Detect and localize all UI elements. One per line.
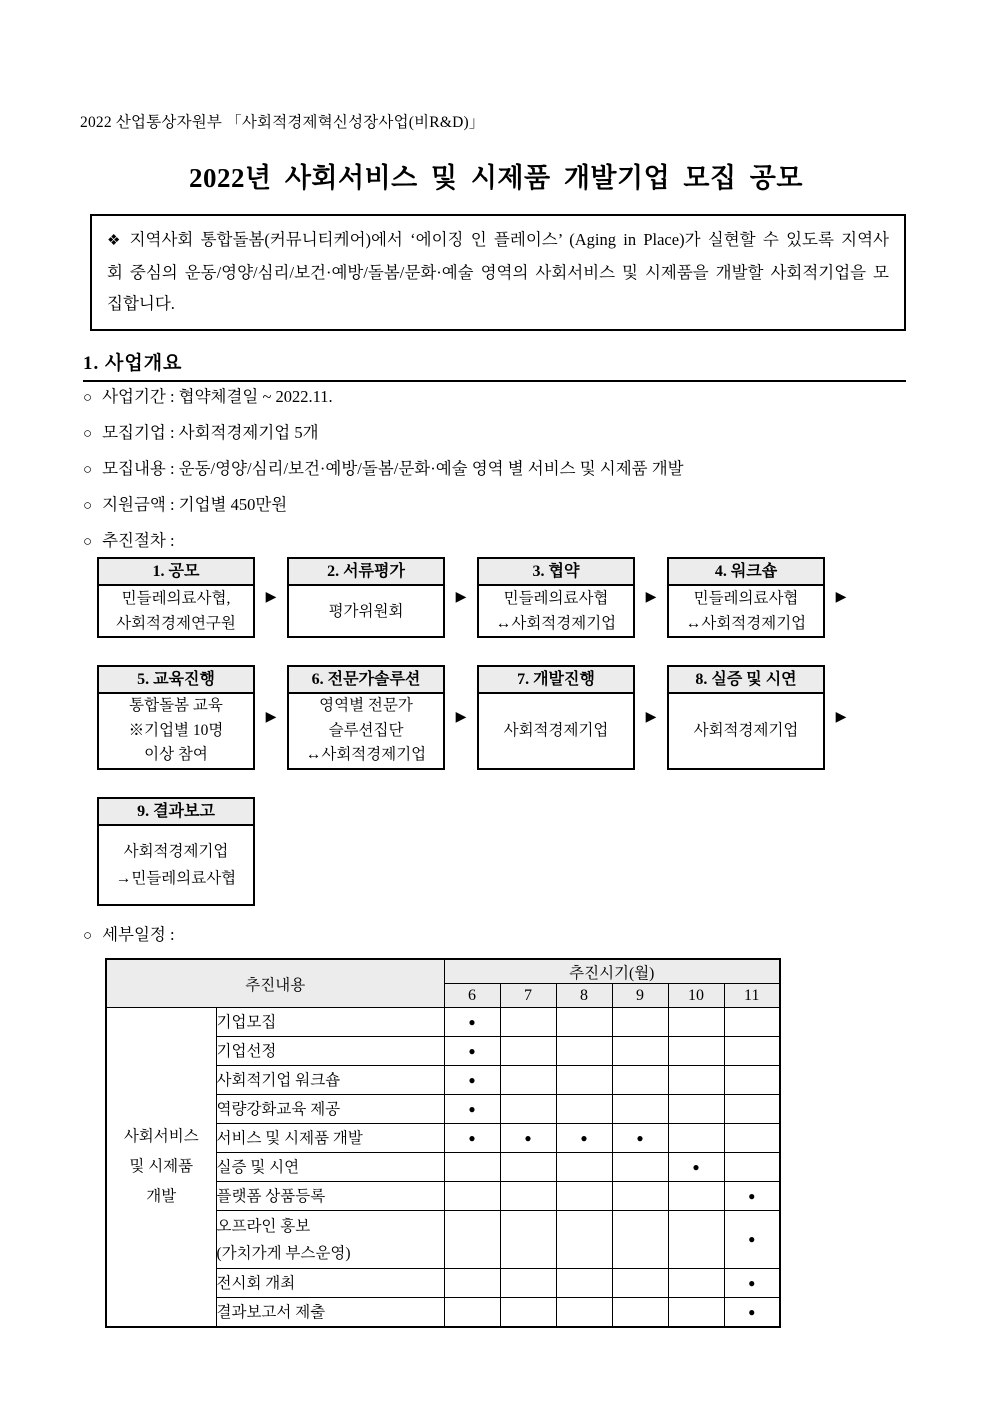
task-line: 실증 및 시연 bbox=[216, 1158, 300, 1176]
table-header-row bbox=[106, 959, 780, 984]
bullet-item bbox=[83, 458, 684, 481]
arrow-right-icon: ▶ bbox=[835, 710, 847, 725]
overview-bullet-list bbox=[83, 386, 684, 566]
month-header-cell: 8 bbox=[556, 984, 612, 1008]
month-cell: ● bbox=[724, 1182, 780, 1211]
col-header-months: 추진시기(월) bbox=[444, 959, 780, 984]
flow-step-line: 통합돌봄 교육 bbox=[129, 697, 223, 715]
flow-step-line: ↔사회적경제기업 bbox=[495, 615, 617, 632]
month-cell bbox=[612, 1182, 668, 1211]
month-cell: ● bbox=[444, 1066, 500, 1095]
flow-step-line: 사회적경제기업 bbox=[123, 843, 229, 860]
circle-bullet-icon: ○ bbox=[83, 426, 93, 442]
month-cell: ● bbox=[724, 1269, 780, 1298]
flow-step-body bbox=[479, 694, 633, 768]
month-cell bbox=[556, 1037, 612, 1066]
flow-step-line: 민들레의료사협 bbox=[693, 590, 799, 607]
task-line: 사회적기업 워크숍 bbox=[216, 1071, 341, 1089]
month-cell bbox=[724, 1037, 780, 1066]
arrow-right-icon: ▶ bbox=[455, 710, 467, 725]
month-cell bbox=[724, 1153, 780, 1182]
task-cell bbox=[216, 1298, 444, 1328]
category-line: 및 시제품 bbox=[129, 1158, 194, 1175]
task-cell bbox=[216, 1095, 444, 1124]
month-cell bbox=[500, 1298, 556, 1328]
arrow-right-icon: ▶ bbox=[455, 590, 467, 605]
task-line: 플랫폼 상품등록 bbox=[216, 1187, 326, 1205]
flow-step-line: ※기업별 10명 bbox=[128, 721, 224, 739]
flow-step-line: ↔사회적경제기업 bbox=[305, 746, 427, 764]
bullet-item bbox=[83, 386, 684, 409]
schedule-bullet bbox=[83, 921, 175, 945]
month-cell bbox=[500, 1269, 556, 1298]
bullet-item bbox=[83, 530, 684, 553]
month-cell bbox=[724, 1008, 780, 1037]
circle-bullet-icon: ○ bbox=[83, 462, 93, 478]
month-cell: ● bbox=[668, 1153, 724, 1182]
month-cell bbox=[668, 1211, 724, 1269]
flow-step-title: 2. 서류평가 bbox=[289, 559, 443, 586]
month-header-cell: 11 bbox=[724, 984, 780, 1008]
task-cell bbox=[216, 1153, 444, 1182]
arrow-right-icon: ▶ bbox=[835, 590, 847, 605]
month-cell bbox=[556, 1008, 612, 1037]
month-cell bbox=[500, 1211, 556, 1269]
month-cell bbox=[724, 1066, 780, 1095]
month-cell: ● bbox=[556, 1124, 612, 1153]
flow-step-body bbox=[289, 586, 443, 636]
bullet-text: 사업기간 : 협약체결일 ~ 2022.11. bbox=[102, 387, 333, 406]
month-cell: ● bbox=[724, 1298, 780, 1328]
intro-text: 지역사회 통합돌봄(커뮤니티케어)에서 ‘에이징 인 플레이스’ (Aging in Place)가 실현할 수 있도록 지역사회 중심의 운동/영양/심리/보건·예방/돌봄/문화·예술 영역의 사회서비스 및 시제품을 개발할 사회적기업을 모집합니다. bbox=[107, 230, 889, 313]
flow-step-box bbox=[477, 557, 635, 638]
flow-step-line: →민들레의료사협 bbox=[115, 870, 237, 887]
month-cell: ● bbox=[612, 1124, 668, 1153]
category-line: 사회서비스 bbox=[123, 1128, 199, 1145]
col-header-task: 추진내용 bbox=[106, 959, 444, 1008]
month-cell bbox=[556, 1298, 612, 1328]
document-header-label: 2022 산업통상자원부 「사회적경제혁신성장사업(비R&D)」 bbox=[80, 114, 485, 131]
flow-step-body bbox=[99, 694, 253, 768]
flow-step-line: 이상 참여 bbox=[144, 746, 208, 764]
flow-step-box bbox=[287, 557, 445, 638]
flow-step-box bbox=[97, 665, 255, 770]
flow-step-box bbox=[477, 665, 635, 770]
bullet-item bbox=[83, 494, 684, 517]
flow-step-line: 슬루션집단 bbox=[328, 721, 404, 739]
flow-step-title: 8. 실증 및 시연 bbox=[669, 667, 823, 694]
circle-bullet-icon: ○ bbox=[83, 534, 93, 550]
flow-step-body bbox=[479, 586, 633, 636]
month-cell bbox=[444, 1298, 500, 1328]
month-header-cell: 9 bbox=[612, 984, 668, 1008]
flow-step-title: 5. 교육진행 bbox=[99, 667, 253, 694]
month-cell bbox=[668, 1182, 724, 1211]
flow-row bbox=[97, 557, 857, 638]
month-cell bbox=[444, 1153, 500, 1182]
arrow-right-icon: ▶ bbox=[645, 590, 657, 605]
month-cell bbox=[556, 1095, 612, 1124]
flow-step-body bbox=[289, 694, 443, 768]
flow-step-title: 6. 전문가솔루션 bbox=[289, 667, 443, 694]
month-cell bbox=[612, 1269, 668, 1298]
task-cell bbox=[216, 1124, 444, 1153]
bullet-item bbox=[83, 422, 684, 445]
task-line: 기업모집 bbox=[216, 1013, 277, 1031]
task-line: 전시회 개최 bbox=[216, 1274, 296, 1292]
month-cell bbox=[612, 1037, 668, 1066]
category-line: 개발 bbox=[146, 1188, 177, 1205]
task-cell bbox=[216, 1269, 444, 1298]
month-cell bbox=[500, 1153, 556, 1182]
flow-step-title: 4. 워크숍 bbox=[669, 559, 823, 586]
bullet-text: 모집내용 : 운동/영양/심리/보건·예방/돌봄/문화·예술 영역 별 서비스 및 시제품 개발 bbox=[102, 459, 684, 478]
flow-step-line: 민들레의료사협, bbox=[121, 590, 231, 607]
month-cell bbox=[556, 1153, 612, 1182]
bullet-text: 추진절차 : bbox=[102, 531, 175, 550]
table-row bbox=[106, 1008, 780, 1037]
month-cell bbox=[612, 1008, 668, 1037]
bullet-text: 지원금액 : 기업별 450만원 bbox=[102, 495, 288, 514]
flow-step-body bbox=[669, 586, 823, 636]
month-cell: ● bbox=[444, 1008, 500, 1037]
task-line: 기업선정 bbox=[216, 1042, 277, 1060]
flow-step-line: 민들레의료사협 bbox=[503, 590, 609, 607]
month-cell bbox=[668, 1037, 724, 1066]
month-cell bbox=[444, 1211, 500, 1269]
task-cell bbox=[216, 1008, 444, 1037]
arrow-right-icon: ▶ bbox=[265, 590, 277, 605]
intro-box bbox=[90, 214, 906, 331]
task-cell bbox=[216, 1211, 444, 1269]
task-line: 서비스 및 시제품 개발 bbox=[216, 1129, 363, 1147]
month-cell bbox=[500, 1008, 556, 1037]
flowchart bbox=[97, 557, 857, 933]
month-cell bbox=[556, 1182, 612, 1211]
category-cell bbox=[106, 1008, 216, 1328]
month-cell bbox=[668, 1269, 724, 1298]
flow-step-line: 사회적경제연구원 bbox=[116, 615, 236, 632]
month-cell bbox=[668, 1095, 724, 1124]
month-header-cell: 10 bbox=[668, 984, 724, 1008]
month-header-cell: 6 bbox=[444, 984, 500, 1008]
flow-step-box bbox=[97, 797, 255, 906]
flow-step-box bbox=[667, 665, 825, 770]
month-cell bbox=[444, 1182, 500, 1211]
flow-step-box bbox=[97, 557, 255, 638]
flow-row bbox=[97, 665, 857, 770]
month-cell: ● bbox=[724, 1211, 780, 1269]
page-title: 2022년 사회서비스 및 시제품 개발기업 모집 공모 bbox=[189, 163, 803, 193]
month-cell bbox=[668, 1298, 724, 1328]
task-line: 오프라인 홍보 bbox=[216, 1217, 311, 1235]
diamond-bullet-icon: ❖ bbox=[107, 233, 122, 249]
month-cell bbox=[612, 1153, 668, 1182]
circle-bullet-icon: ○ bbox=[83, 928, 93, 944]
flow-step-line: ↔사회적경제기업 bbox=[685, 615, 807, 632]
month-cell bbox=[612, 1298, 668, 1328]
month-cell bbox=[724, 1095, 780, 1124]
section-heading: 1. 사업개요 bbox=[83, 348, 906, 382]
month-header-cell: 7 bbox=[500, 984, 556, 1008]
month-cell: ● bbox=[500, 1124, 556, 1153]
month-cell bbox=[668, 1066, 724, 1095]
arrow-right-icon: ▶ bbox=[645, 710, 657, 725]
schedule-table bbox=[105, 958, 781, 1328]
month-cell: ● bbox=[444, 1124, 500, 1153]
month-cell bbox=[668, 1124, 724, 1153]
flow-step-line: 사회적경제기업 bbox=[693, 721, 799, 739]
month-cell bbox=[500, 1095, 556, 1124]
month-cell bbox=[724, 1124, 780, 1153]
month-cell bbox=[612, 1211, 668, 1269]
month-cell bbox=[556, 1211, 612, 1269]
flow-step-line: 사회적경제기업 bbox=[503, 721, 609, 739]
task-line: 결과보고서 제출 bbox=[216, 1303, 326, 1321]
month-cell bbox=[444, 1269, 500, 1298]
task-cell bbox=[216, 1037, 444, 1066]
schedule-table-container bbox=[105, 958, 781, 1328]
flow-step-body bbox=[99, 586, 253, 636]
flow-step-box bbox=[667, 557, 825, 638]
flow-step-body bbox=[99, 826, 253, 904]
flow-step-line: 영역별 전문가 bbox=[319, 697, 413, 715]
circle-bullet-icon: ○ bbox=[83, 390, 93, 406]
schedule-bullet-label: 세부일정 : bbox=[102, 925, 175, 944]
flow-step-line: 평가위원회 bbox=[328, 602, 404, 620]
flow-step-body bbox=[669, 694, 823, 768]
arrow-right-icon: ▶ bbox=[265, 710, 277, 725]
flow-step-box bbox=[287, 665, 445, 770]
month-cell: ● bbox=[444, 1037, 500, 1066]
flow-step-title: 3. 협약 bbox=[479, 559, 633, 586]
month-cell: ● bbox=[444, 1095, 500, 1124]
month-cell bbox=[612, 1095, 668, 1124]
flow-step-title: 1. 공모 bbox=[99, 559, 253, 586]
task-line: 역량강화교육 제공 bbox=[216, 1100, 341, 1118]
flow-step-title: 7. 개발진행 bbox=[479, 667, 633, 694]
circle-bullet-icon: ○ bbox=[83, 498, 93, 514]
month-cell bbox=[668, 1008, 724, 1037]
month-cell bbox=[500, 1182, 556, 1211]
bullet-text: 모집기업 : 사회적경제기업 5개 bbox=[102, 423, 319, 442]
task-cell bbox=[216, 1066, 444, 1095]
month-cell bbox=[556, 1269, 612, 1298]
month-cell bbox=[612, 1066, 668, 1095]
task-cell bbox=[216, 1182, 444, 1211]
month-cell bbox=[556, 1066, 612, 1095]
flow-row bbox=[97, 797, 857, 906]
task-line: (가치가게 부스운영) bbox=[216, 1244, 351, 1262]
month-cell bbox=[500, 1037, 556, 1066]
month-cell bbox=[500, 1066, 556, 1095]
flow-step-title: 9. 결과보고 bbox=[99, 799, 253, 826]
